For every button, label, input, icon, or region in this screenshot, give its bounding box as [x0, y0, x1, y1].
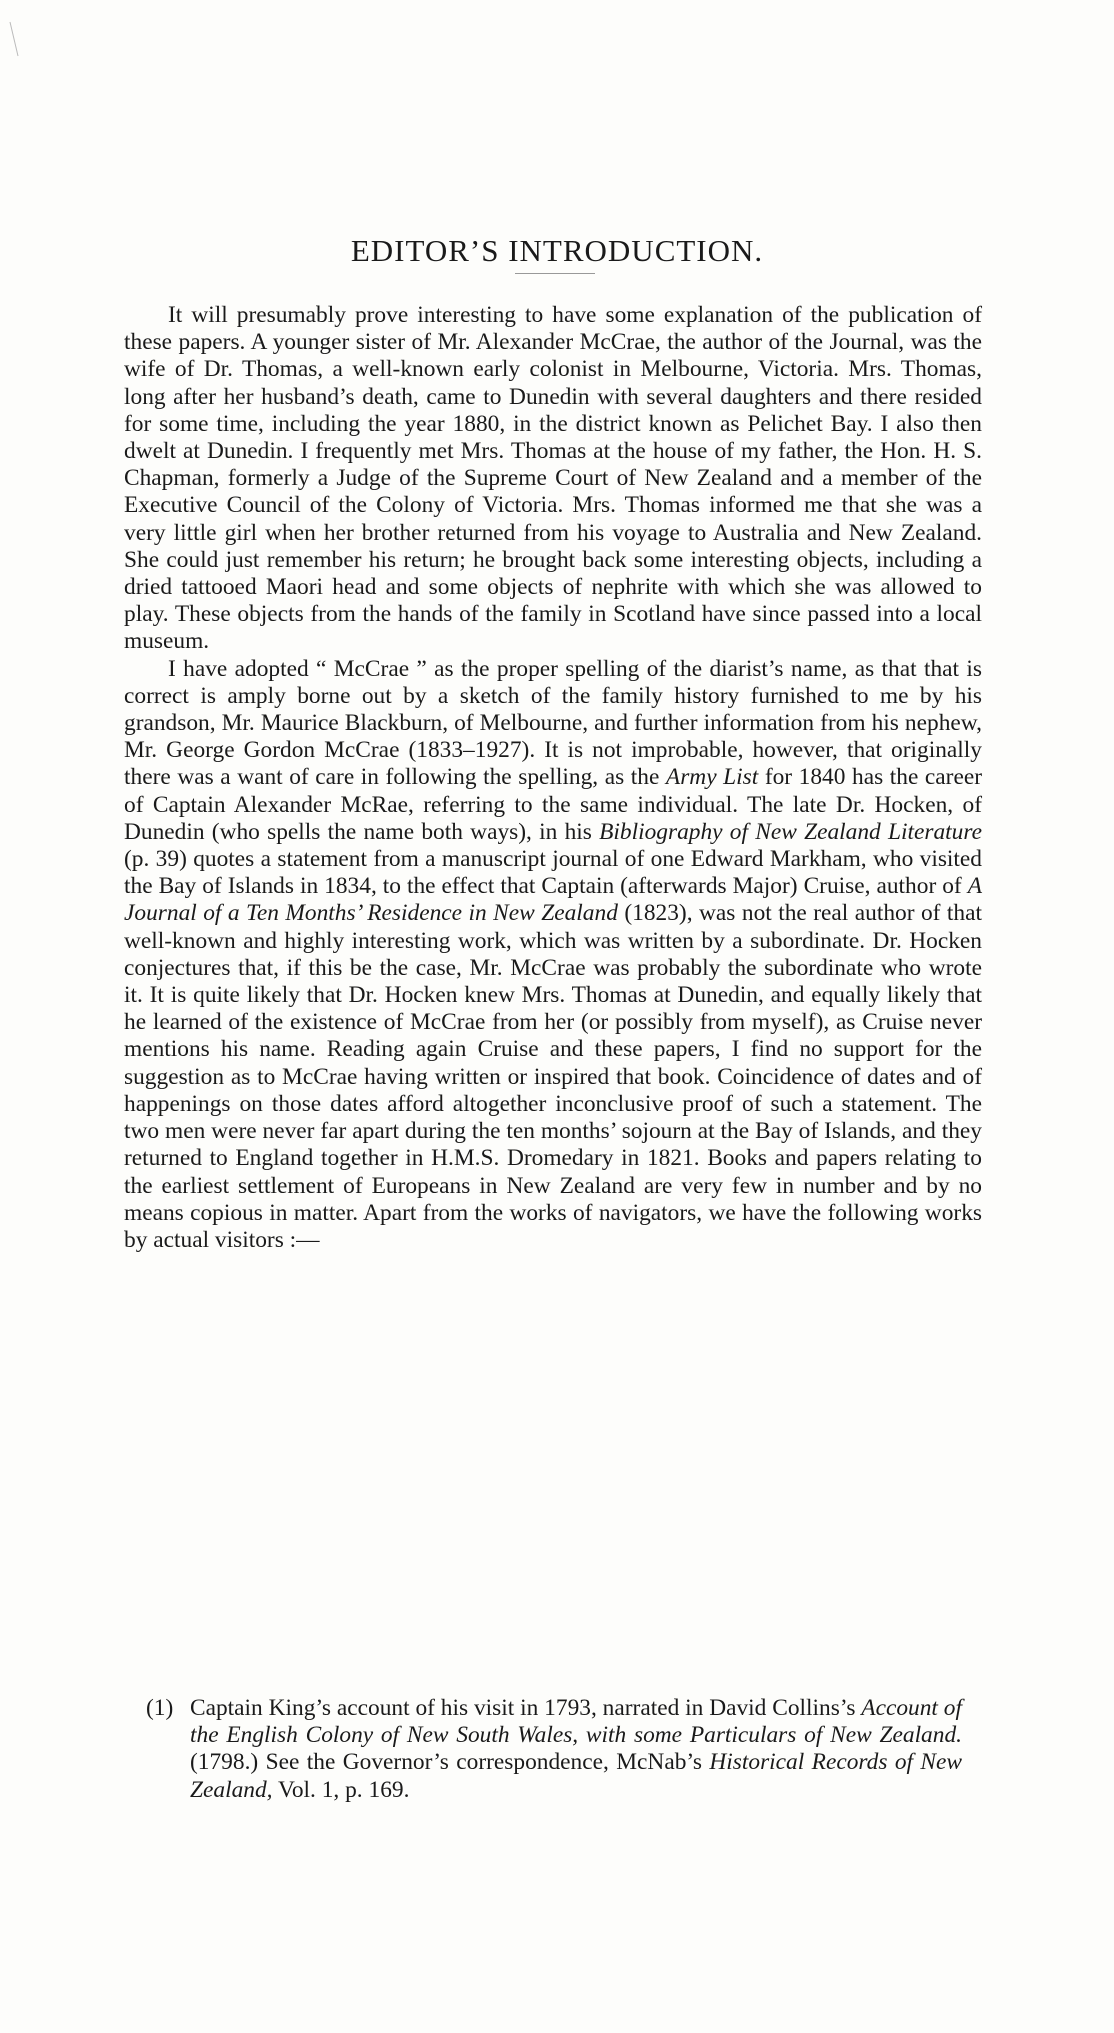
list-item-italic-1: Account of the English Colony of New South Wales, with some Particulars of New Zealand. [190, 1695, 962, 1749]
paragraph-2-part-2: for 1840 has the career of Captain Alexander McRae, referring to the same individual. The late Dr. Hocken, of Dunedin (who spells the name both ways), in his [124, 764, 982, 845]
body-text [124, 302, 982, 1254]
list-item [146, 1695, 962, 1804]
paragraph-2-italic-1: Army List [665, 764, 759, 791]
paragraph-2-part-4: (1823), was not the real author of that well-known and highly interesting work, which was written by a subordinate. Dr. Hocken conjectures that, if this be the case, Mr. McCrae was probably the subordinate who wrote it. It is quite likely that Dr. Hocken knew Mrs. Thomas at Dunedin, and equally likely that he learned of the existence of McCrae from her (or possibly from myself), as Cruise never mentions his name. Reading again Cruise and these papers, I find no support for the suggestion as to McCrae having written or inspired that book. Coincidence of dates and of happenings on those dates afford altogether inconclusive proof of such a statement. The two men were never far apart during the ten months’ sojourn at the Bay of Islands, and they returned to England together in H.M.S. Dromedary in 1821. Books and papers relating to the earliest settlement of Europeans in New Zealand are very few in number and by no means copious in matter. Apart from the works of navigators, we have the following works by actual visitors :— [124, 900, 983, 1253]
paragraph-2-part-1: I have adopted “ McCrae ” as the proper spelling of the diarist’s name, as that that is correct is amply borne out by a sketch of the family history furnished to me by his grandson, Mr. Maurice Blackburn, of Melbourne, and further information from his nephew, Mr. George Gordon McCrae (1833–1927). It is not improbable, however, that originally there was a want of care in following the spelling, as the [124, 655, 982, 791]
title-rule [515, 273, 595, 274]
paragraph-2-italic-3: A Journal of a Ten Months’ Residence in New Zealand [124, 873, 982, 927]
margin-mark [8, 20, 20, 60]
list-item-part-3: Vol. 1, p. 169. [272, 1776, 410, 1803]
page-title: EDITOR’S INTRODUCTION. [350, 232, 764, 268]
list-item-number: (1) [146, 1695, 174, 1721]
paragraph-2-part-3: (p. 39) quotes a statement from a manuscript journal of one Edward Markham, who visited the Bay of Islands in 1834, to the effect that Captain (afterwards Major) Cruise, author of [124, 846, 982, 900]
list-item-part-2: (1798.) See the Governor’s correspondence, McNab’s [190, 1749, 710, 1776]
list-item-part-1: Captain King’s account of his visit in 1793, narrated in David Collins’s [190, 1695, 862, 1721]
list-item-italic-2: Historical Records of New Zealand, [190, 1749, 962, 1803]
paragraph-1: It will presumably prove interesting to have some explanation of the publication of these papers. A younger sister of Mr. Alexander McCrae, the author of the Journal, was the wife of Dr. Thomas, a well-known early colonist in Melbourne, Victoria. Mrs. Thomas, long after her husband’s death, came to Dunedin with several daughters and there resided for some time, including the year 1880, in the district known as Pelichet Bay. I also then dwelt at Dunedin. I frequently met Mrs. Thomas at the house of my father, the Hon. H. S. Chapman, formerly a Judge of the Supreme Court of New Zealand and a member of the Executive Council of the Colony of Victoria. Mrs. Thomas informed me that she was a very little girl when her brother returned from his voyage to Australia and New Zealand. She could just remember his return; he brought back some interesting objects, including a dried tattooed Maori head and some objects of nephrite with which she was allowed to play. These objects from the hands of the family in Scotland have since passed into a local museum. [124, 302, 982, 655]
paragraph-2 [124, 656, 982, 1254]
paragraph-2-italic-2: Bibliography of New Zealand Literature [599, 818, 982, 845]
